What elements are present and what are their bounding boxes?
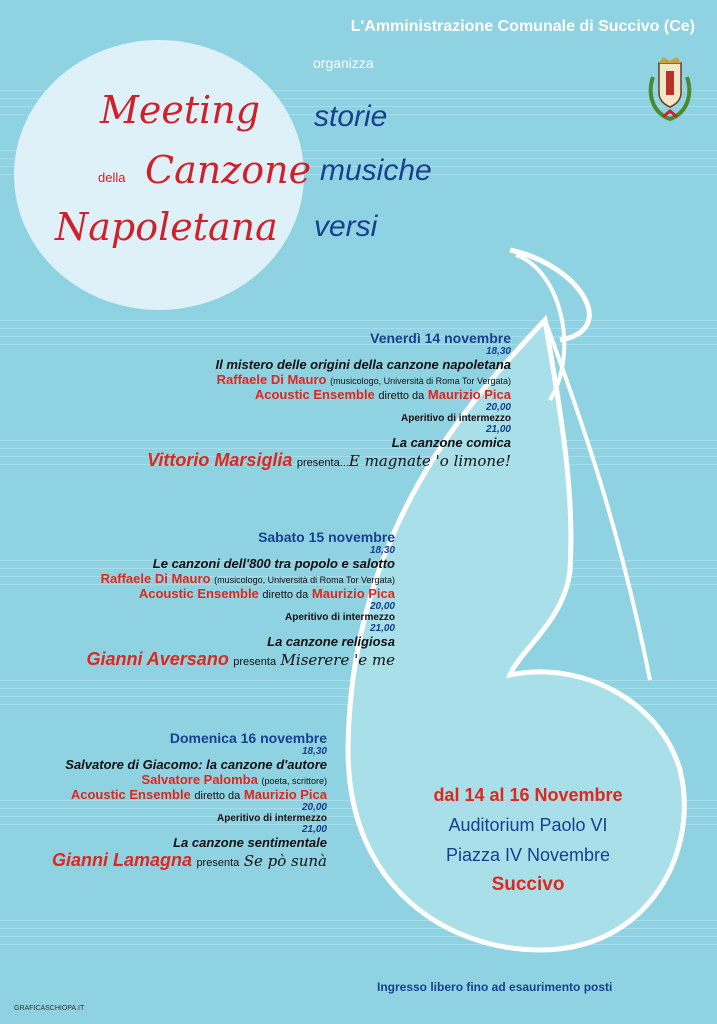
ensemble-name: Acoustic Ensemble — [70, 787, 191, 802]
presenta-label: presenta — [296, 457, 340, 469]
time-2100: 21,00 — [301, 824, 327, 835]
organizza-label: organizza — [313, 55, 374, 71]
ensemble-name: Acoustic Ensemble — [254, 387, 375, 402]
entry-note: Ingresso libero fino ad esaurimento posti — [377, 980, 613, 994]
speaker-line — [7, 772, 327, 787]
title-della: della — [98, 170, 126, 185]
ensemble-name: Acoustic Ensemble — [138, 586, 259, 601]
director-name: Maurizio Pica — [243, 787, 327, 802]
show-title: E magnate 'o limone! — [348, 452, 511, 470]
speaker-name: Salvatore Palomba — [141, 772, 258, 787]
day-label: Domenica 16 novembre — [169, 730, 327, 746]
artist-name: Vittorio Marsiglia — [147, 450, 293, 470]
title-meeting: Meeting — [100, 88, 261, 132]
speaker-name: Raffaele Di Mauro — [100, 571, 211, 586]
directed-by: diretto da — [262, 589, 309, 601]
performance-line — [31, 450, 511, 471]
concert-theme: La canzone religiosa — [267, 634, 395, 649]
organizer-title: L'Amministrazione Comunale di Succivo (Ce) — [350, 18, 695, 35]
day-sunday — [7, 730, 327, 871]
venue-square: Piazza IV Novembre — [445, 845, 611, 865]
time-2000: 20,00 — [301, 802, 327, 813]
time-1830: 18,30 — [369, 545, 395, 556]
time-2000: 20,00 — [485, 402, 511, 413]
show-title: Miserere 'e me — [280, 651, 395, 669]
title-napoletana: Napoletana — [55, 205, 278, 249]
time-1830: 18,30 — [485, 346, 511, 357]
time-2000: 20,00 — [369, 601, 395, 612]
title-canzone: Canzone — [145, 148, 312, 192]
theme-musiche: musiche — [320, 154, 432, 187]
concert-theme: La canzone sentimentale — [173, 835, 327, 850]
ensemble-line — [31, 387, 511, 402]
presenta-label: presenta — [233, 656, 277, 668]
venue-block — [398, 780, 658, 900]
concert-theme: La canzone comica — [391, 435, 511, 450]
show-title: Se pò sunà — [243, 852, 327, 870]
aperitivo-label: Aperitivo di intermezzo — [400, 413, 511, 424]
venue-town: Succivo — [491, 874, 565, 895]
aperitivo-label: Aperitivo di intermezzo — [216, 813, 327, 824]
show-prefix: ... — [339, 457, 349, 469]
speaker-role: (musicologo, Università di Roma Tor Vergata) — [330, 376, 511, 386]
directed-by: diretto da — [194, 790, 241, 802]
director-name: Maurizio Pica — [427, 387, 511, 402]
performance-line — [15, 649, 395, 670]
day-friday — [31, 330, 511, 471]
performance-line — [7, 850, 327, 871]
presenta-label: presenta — [196, 857, 240, 869]
day-label: Venerdì 14 novembre — [370, 330, 511, 346]
credits: GRAFICASCHIOPA.IT — [14, 1005, 85, 1012]
ensemble-line — [7, 787, 327, 802]
speaker-role: (poeta, scrittore) — [261, 776, 327, 786]
talk-title: Salvatore di Giacomo: la canzone d'autore — [65, 757, 327, 772]
director-name: Maurizio Pica — [311, 586, 395, 601]
speaker-line — [15, 571, 395, 586]
day-label: Sabato 15 novembre — [258, 529, 395, 545]
artist-name: Gianni Aversano — [86, 649, 229, 669]
time-2100: 21,00 — [369, 623, 395, 634]
talk-title: Le canzoni dell'800 tra popolo e salotto — [152, 556, 395, 571]
artist-name: Gianni Lamagna — [51, 850, 192, 870]
speaker-role: (musicologo, Università di Roma Tor Vergata) — [214, 575, 395, 585]
time-2100: 21,00 — [485, 424, 511, 435]
theme-versi: versi — [314, 210, 378, 243]
day-saturday — [15, 529, 395, 670]
theme-storie: storie — [314, 100, 388, 133]
coat-of-arms-icon — [645, 55, 695, 125]
directed-by: diretto da — [378, 390, 425, 402]
venue-hall: Auditorium Paolo VI — [448, 815, 608, 835]
talk-title: Il mistero delle origini della canzone napoletana — [215, 357, 511, 372]
speaker-line — [31, 372, 511, 387]
ensemble-line — [15, 586, 395, 601]
aperitivo-label: Aperitivo di intermezzo — [284, 612, 395, 623]
speaker-name: Raffaele Di Mauro — [216, 372, 327, 387]
time-1830: 18,30 — [301, 746, 327, 757]
event-dates: dal 14 al 16 Novembre — [433, 785, 623, 805]
